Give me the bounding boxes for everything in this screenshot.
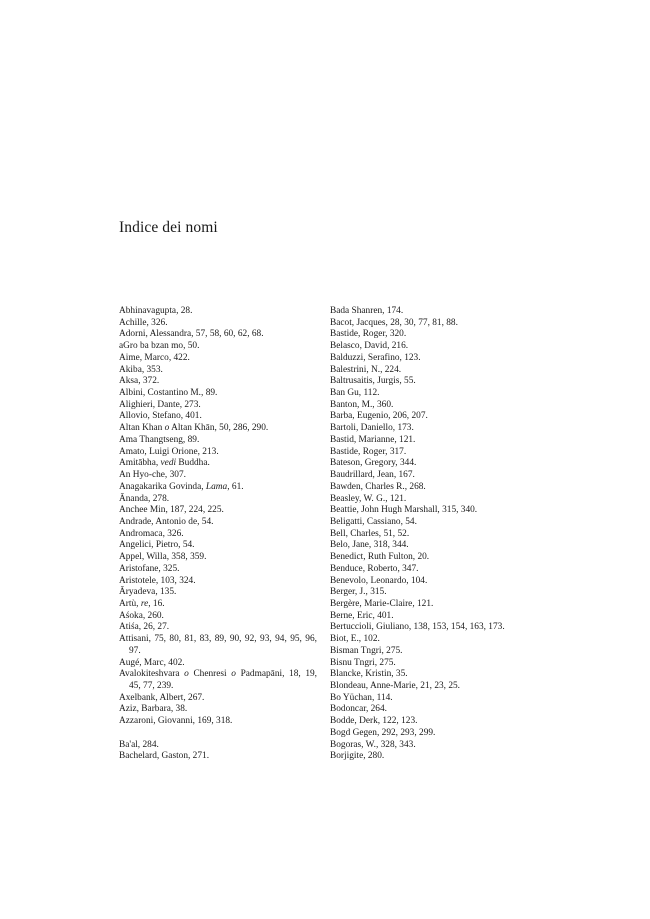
index-entry-text: Albini, Costantino M., 89. — [119, 388, 218, 399]
index-entry-text: Blancke, Kristin, 35. — [330, 669, 408, 680]
index-entry-text: Allovio, Stefano, 401. — [119, 411, 202, 422]
index-entry-text: Andromaca, 326. — [119, 528, 184, 539]
index-entry — [119, 704, 317, 716]
index-entry-text: Chenresi — [188, 669, 232, 680]
index-entry-italic: re — [140, 598, 149, 609]
index-entry-text: Bisnu Tngri, 275. — [330, 657, 396, 668]
index-entry — [119, 494, 317, 506]
index-entry-text: Azzaroni, Giovanni, 169, 318. — [119, 716, 233, 727]
index-entry-text: Ban Gu, 112. — [330, 388, 380, 399]
index-entry — [330, 318, 540, 330]
index-entry-text: Borjigite, 280. — [330, 751, 385, 762]
index-entry-italic: o — [164, 423, 170, 434]
index-entry-text: Bastid, Marianne, 121. — [330, 434, 416, 445]
index-entry-text: Amato, Luigi Orione, 213. — [119, 446, 219, 457]
index-entry-text: Bastide, Roger, 317. — [330, 446, 407, 457]
index-column-right — [330, 306, 540, 763]
index-entry-text: Bateson, Gregory, 344. — [330, 458, 417, 469]
index-entry — [119, 318, 317, 330]
index-entry-text: Adorni, Alessandra, 57, 58, 60, 62, 68. — [119, 329, 264, 340]
index-entry — [119, 740, 317, 752]
index-entry-text: An Hyo-che, 307. — [119, 470, 186, 481]
index-entry-text: Bartoli, Daniello, 173. — [330, 423, 414, 434]
index-entry — [119, 599, 317, 611]
index-entry — [330, 540, 540, 552]
index-entry — [330, 365, 540, 377]
index-entry — [330, 353, 540, 365]
index-entry — [330, 693, 540, 705]
index-entry — [119, 458, 317, 470]
index-entry-text: Bergère, Marie-Claire, 121. — [330, 598, 434, 609]
index-entry-text: Barba, Eugenio, 206, 207. — [330, 411, 428, 422]
index-entry — [330, 329, 540, 341]
index-entry — [330, 470, 540, 482]
index-entry-text: Bada Shanren, 174. — [330, 306, 404, 316]
index-entry — [119, 411, 317, 423]
index-entry-text: Bawden, Charles R., 268. — [330, 481, 426, 492]
index-entry-text: Akiba, 353. — [119, 364, 163, 375]
index-entry — [330, 494, 540, 506]
index-entry — [330, 751, 540, 763]
index-letter-gap — [119, 728, 317, 740]
index-entry-text: Ba'al, 284. — [119, 739, 159, 750]
index-entry-text: Angelici, Pietro, 54. — [119, 540, 195, 551]
index-entry-text: Alighieri, Dante, 273. — [119, 399, 201, 410]
index-entry — [119, 658, 317, 670]
index-entry — [119, 716, 317, 728]
index-entry-text: Aristotele, 103, 324. — [119, 575, 196, 586]
index-entry-text: Bacot, Jacques, 28, 30, 77, 81, 88. — [330, 317, 458, 328]
index-entry — [330, 552, 540, 564]
index-entry — [330, 634, 540, 646]
index-entry-text: Ānanda, 278. — [119, 493, 170, 504]
index-entry — [119, 634, 317, 657]
index-entry — [119, 329, 317, 341]
index-entry — [119, 400, 317, 412]
index-entry-text: Anagakarika Govinda, — [119, 481, 206, 492]
index-entry-text: Aristofane, 325. — [119, 563, 180, 574]
index-entry — [330, 681, 540, 693]
index-entry — [330, 400, 540, 412]
index-entry-text: Appel, Willa, 358, 359. — [119, 552, 207, 563]
index-entry-text: Aziz, Barbara, 38. — [119, 704, 188, 715]
index-entry — [119, 482, 317, 494]
index-entry — [330, 529, 540, 541]
index-entry-text: Bertuccioli, Giuliano, 138, 153, 154, 163, 173. — [330, 622, 505, 633]
index-entry-text: Beligatti, Cassiano, 54. — [330, 516, 417, 527]
index-entry — [330, 587, 540, 599]
index-entry-text: Attisani, 75, 80, 81, 83, 89, 90, 92, 93, 94, 95, 96, 97. — [119, 634, 317, 656]
index-entry — [330, 669, 540, 681]
index-entry — [330, 728, 540, 740]
index-entry-text: Atiśa, 26, 27. — [119, 622, 170, 633]
index-entry-text: Bodoncar, 264. — [330, 704, 387, 715]
index-entry — [119, 353, 317, 365]
index-entry — [330, 447, 540, 459]
index-entry-text: , 16. — [148, 598, 165, 609]
index-entry-text: Bogoras, W., 328, 343. — [330, 739, 416, 750]
index-entry-text: Bo Yüchan, 114. — [330, 692, 393, 703]
index-entry — [330, 646, 540, 658]
index-entry-text: Biot, E., 102. — [330, 634, 380, 645]
index-entry-text: Bodde, Derk, 122, 123. — [330, 716, 418, 727]
index-entry — [119, 576, 317, 588]
index-entry — [119, 447, 317, 459]
index-entry-text: Benevolo, Leonardo, 104. — [330, 575, 428, 586]
index-entry — [330, 435, 540, 447]
index-entry — [330, 388, 540, 400]
index-entry-text: Ama Thangtseng, 89. — [119, 434, 200, 445]
index-entry — [119, 505, 317, 517]
index-entry-text: Banton, M., 360. — [330, 399, 394, 410]
index-entry-text: Axelbank, Albert, 267. — [119, 692, 205, 703]
index-entry — [330, 376, 540, 388]
index-entry-text: Bisman Tngri, 275. — [330, 645, 403, 656]
index-entry-text: Aśoka, 260. — [119, 610, 164, 621]
index-entry-text: Anchee Min, 187, 224, 225. — [119, 505, 224, 516]
index-entry — [119, 470, 317, 482]
index-entry-text: Āryadeva, 135. — [119, 587, 177, 598]
index-entry — [119, 435, 317, 447]
index-entry — [119, 622, 317, 634]
index-entry-text: Augé, Marc, 402. — [119, 657, 185, 668]
index-entry-text: Berger, J., 315. — [330, 587, 387, 598]
index-entry-text: Bell, Charles, 51, 52. — [330, 528, 410, 539]
index-entry — [330, 658, 540, 670]
index-entry — [330, 576, 540, 588]
index-entry — [119, 611, 317, 623]
index-entry-text: Abhinavagupta, 28. — [119, 306, 193, 316]
index-entry-text: Benduce, Roberto, 347. — [330, 563, 419, 574]
index-entry-text: Avalokiteshvara — [119, 669, 185, 680]
index-entry-text: Beattie, John Hugh Marshall, 315, 340. — [330, 505, 478, 516]
index-entry-text: Belo, Jane, 318, 344. — [330, 540, 409, 551]
index-entry — [119, 376, 317, 388]
index-entry-italic: o — [231, 669, 236, 680]
index-entry — [119, 529, 317, 541]
index-entry — [330, 517, 540, 529]
index-entry-text: Balduzzi, Serafino, 123. — [330, 352, 421, 363]
index-entry-text: aGro ba bzan mo, 50. — [119, 341, 200, 352]
index-entry-text: Berne, Eric, 401. — [330, 610, 394, 621]
index-entry — [330, 482, 540, 494]
index-entry-text: Buddha. — [176, 458, 210, 469]
index-entry-text: Benedict, Ruth Fulton, 20. — [330, 552, 430, 563]
index-entry — [330, 341, 540, 353]
index-entry-text: Achille, 326. — [119, 317, 168, 328]
index-entry — [330, 423, 540, 435]
index-entry — [330, 611, 540, 623]
index-entry-text: , 61. — [227, 481, 244, 492]
index-entry — [119, 751, 317, 763]
index-entry — [119, 517, 317, 529]
index-entry-text: Belasco, David, 216. — [330, 341, 409, 352]
index-entry — [330, 716, 540, 728]
index-entry — [119, 341, 317, 353]
index-entry — [330, 505, 540, 517]
index-entry-text: Amitābha, — [119, 458, 161, 469]
index-entry-text: Bastide, Roger, 320. — [330, 329, 407, 340]
index-entry — [330, 306, 540, 318]
index-entry-italic: Lama — [205, 481, 228, 492]
index-entry — [119, 365, 317, 377]
index-entry-text: Aime, Marco, 422. — [119, 352, 190, 363]
index-entry — [330, 458, 540, 470]
index-entry — [330, 599, 540, 611]
index-entry-text: Blondeau, Anne-Marie, 21, 23, 25. — [330, 681, 461, 691]
index-entry — [119, 669, 317, 692]
index-entry-italic: o — [184, 669, 189, 680]
index-entry — [119, 693, 317, 705]
index-entry-text: Balestrini, N., 224. — [330, 364, 402, 375]
index-entry — [119, 388, 317, 400]
index-entry-text: Bogd Gegen, 292, 293, 299. — [330, 727, 436, 738]
index-entry — [119, 306, 317, 318]
index-entry-text: Beasley, W. G., 121. — [330, 493, 407, 504]
index-column-left — [119, 306, 317, 763]
index-entry-italic: vedi — [160, 458, 177, 469]
index-entry — [119, 552, 317, 564]
index-entry-text: Padmapāni, 18, 19, 45, 77, 239. — [129, 669, 318, 691]
page-title: Indice dei nomi — [119, 219, 218, 236]
index-entry — [330, 704, 540, 716]
index-entry-text: Artù, — [119, 598, 141, 609]
index-entry — [119, 564, 317, 576]
index-entry-text: Bachelard, Gaston, 271. — [119, 751, 210, 762]
index-entry — [119, 587, 317, 599]
index-entry — [330, 740, 540, 752]
index-entry-text: Altan Khan — [119, 423, 165, 434]
index-entry — [119, 423, 317, 435]
index-entry-text: Baudrillard, Jean, 167. — [330, 470, 415, 481]
index-entry — [330, 622, 540, 634]
index-entry-text: Altan Khān, 50, 286, 290. — [169, 423, 269, 434]
index-entry-text: Andrade, Antonio de, 54. — [119, 516, 214, 527]
index-entry-text: Baltrusaitis, Jurgis, 55. — [330, 376, 416, 387]
index-entry — [330, 411, 540, 423]
index-entry — [330, 564, 540, 576]
index-entry-text: Aksa, 372. — [119, 376, 160, 387]
index-entry — [119, 540, 317, 552]
